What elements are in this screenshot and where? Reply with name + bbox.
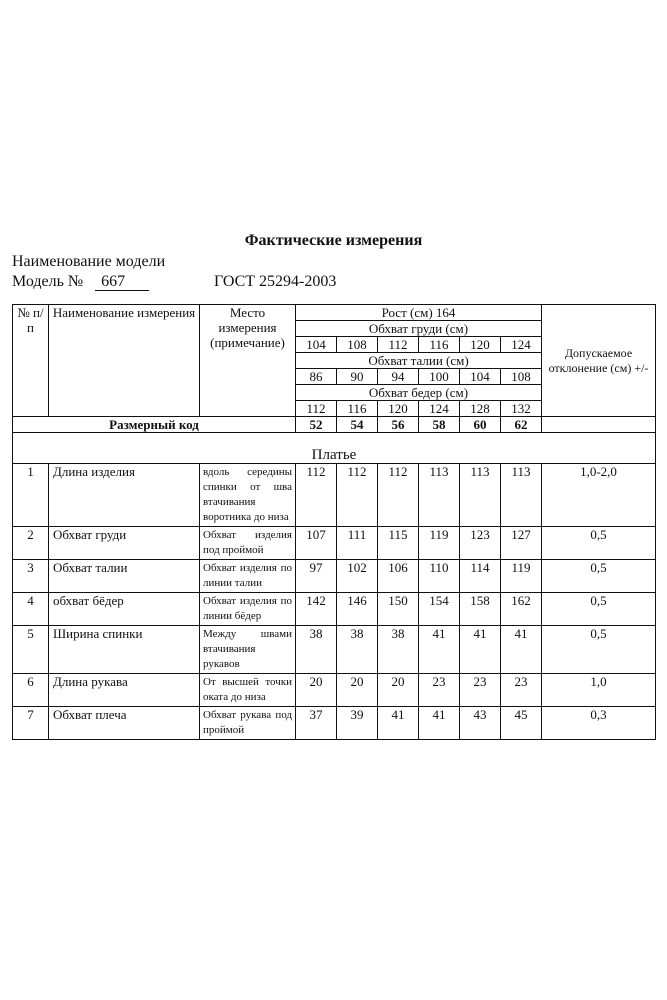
row-value: 113 (460, 464, 501, 527)
row-value: 113 (501, 464, 542, 527)
header-measurement-place: Место измерения (примечание) (200, 305, 296, 417)
row-value: 113 (419, 464, 460, 527)
row-tolerance: 0,5 (542, 527, 656, 560)
row-place: Между швами втачивания рукавов (200, 626, 296, 674)
row-place: Обхват изделия по линии бёдер (200, 593, 296, 626)
row-value: 23 (419, 674, 460, 707)
row-place: Обхват изделия под проймой (200, 527, 296, 560)
row-value: 97 (296, 560, 337, 593)
row-value: 115 (378, 527, 419, 560)
row-tolerance: 0,5 (542, 593, 656, 626)
row-place: вдоль середины спинки от шва втачивания воротника до низа (200, 464, 296, 527)
waist-value: 104 (460, 369, 501, 385)
size-code: 54 (337, 417, 378, 433)
table-row (13, 560, 656, 593)
row-value: 38 (337, 626, 378, 674)
row-tolerance: 0,5 (542, 560, 656, 593)
row-place: Обхват рукава под проймой (200, 707, 296, 740)
row-tolerance: 1,0 (542, 674, 656, 707)
header-chest-label: Обхват груди (см) (296, 321, 542, 337)
hips-value: 120 (378, 401, 419, 417)
header-waist-label: Обхват талии (см) (296, 353, 542, 369)
hips-value: 112 (296, 401, 337, 417)
row-value: 127 (501, 527, 542, 560)
document-title: Фактические измерения (244, 232, 423, 249)
row-value: 111 (337, 527, 378, 560)
row-value: 23 (460, 674, 501, 707)
row-value: 41 (419, 626, 460, 674)
table-row (13, 527, 656, 560)
row-value: 41 (378, 707, 419, 740)
row-number: 7 (13, 707, 49, 740)
row-value: 38 (378, 626, 419, 674)
row-value: 43 (460, 707, 501, 740)
row-name: обхват бёдер (49, 593, 200, 626)
chest-value: 112 (378, 337, 419, 353)
row-value: 114 (460, 560, 501, 593)
row-value: 123 (460, 527, 501, 560)
size-code: 60 (460, 417, 501, 433)
row-name: Обхват груди (49, 527, 200, 560)
section-title: Платье (13, 433, 656, 464)
table-row (13, 674, 656, 707)
header-tolerance: Допускаемое отклонение (см) +/- (542, 305, 656, 417)
row-tolerance: 1,0-2,0 (542, 464, 656, 527)
row-number: 5 (13, 626, 49, 674)
hips-value: 124 (419, 401, 460, 417)
row-number: 2 (13, 527, 49, 560)
row-name: Длина изделия (49, 464, 200, 527)
row-value: 106 (378, 560, 419, 593)
row-value: 150 (378, 593, 419, 626)
row-name: Обхват плеча (49, 707, 200, 740)
chest-value: 124 (501, 337, 542, 353)
waist-value: 108 (501, 369, 542, 385)
row-name: Обхват талии (49, 560, 200, 593)
row-value: 119 (501, 560, 542, 593)
chest-value: 120 (460, 337, 501, 353)
row-place: Обхват изделия по линии талии (200, 560, 296, 593)
row-number: 4 (13, 593, 49, 626)
chest-value: 104 (296, 337, 337, 353)
row-value: 41 (501, 626, 542, 674)
waist-value: 100 (419, 369, 460, 385)
row-tolerance: 0,5 (542, 626, 656, 674)
row-value: 23 (501, 674, 542, 707)
measurements-table (12, 304, 656, 740)
row-name: Ширина спинки (49, 626, 200, 674)
model-name-label: Наименование модели (12, 253, 166, 270)
size-code-tolerance-empty (542, 417, 656, 433)
header-hips-label: Обхват бедер (см) (296, 385, 542, 401)
row-value: 41 (419, 707, 460, 740)
row-value: 146 (337, 593, 378, 626)
gost-standard: ГОСТ 25294-2003 (214, 273, 337, 290)
size-code: 52 (296, 417, 337, 433)
row-value: 37 (296, 707, 337, 740)
row-value: 102 (337, 560, 378, 593)
row-value: 41 (460, 626, 501, 674)
row-value: 112 (337, 464, 378, 527)
waist-value: 86 (296, 369, 337, 385)
table-row (13, 707, 656, 740)
hips-value: 132 (501, 401, 542, 417)
row-number: 3 (13, 560, 49, 593)
size-code: 56 (378, 417, 419, 433)
chest-value: 108 (337, 337, 378, 353)
header-measurement-name: Наименование измерения (49, 305, 200, 417)
row-tolerance: 0,3 (542, 707, 656, 740)
row-place: От высшей точки оката до низа (200, 674, 296, 707)
row-number: 1 (13, 464, 49, 527)
hips-value: 116 (337, 401, 378, 417)
model-number-value: 667 (95, 274, 149, 291)
row-value: 45 (501, 707, 542, 740)
row-value: 20 (337, 674, 378, 707)
model-number-label: Модель № (12, 273, 84, 290)
chest-value: 116 (419, 337, 460, 353)
row-value: 142 (296, 593, 337, 626)
row-value: 119 (419, 527, 460, 560)
row-value: 20 (378, 674, 419, 707)
header-number: № п/п (13, 305, 49, 417)
hips-value: 128 (460, 401, 501, 417)
header-height: Рост (см) 164 (296, 305, 542, 321)
row-value: 162 (501, 593, 542, 626)
row-value: 112 (296, 464, 337, 527)
row-number: 6 (13, 674, 49, 707)
row-value: 112 (378, 464, 419, 527)
size-code: 58 (419, 417, 460, 433)
row-value: 39 (337, 707, 378, 740)
row-value: 38 (296, 626, 337, 674)
row-name: Длина рукава (49, 674, 200, 707)
waist-value: 90 (337, 369, 378, 385)
row-value: 107 (296, 527, 337, 560)
row-value: 20 (296, 674, 337, 707)
table-row (13, 593, 656, 626)
waist-value: 94 (378, 369, 419, 385)
row-value: 154 (419, 593, 460, 626)
table-row (13, 626, 656, 674)
model-number-line (12, 273, 149, 291)
size-code: 62 (501, 417, 542, 433)
row-value: 110 (419, 560, 460, 593)
table-row (13, 464, 656, 527)
row-value: 158 (460, 593, 501, 626)
size-code-label: Размерный код (13, 417, 296, 433)
